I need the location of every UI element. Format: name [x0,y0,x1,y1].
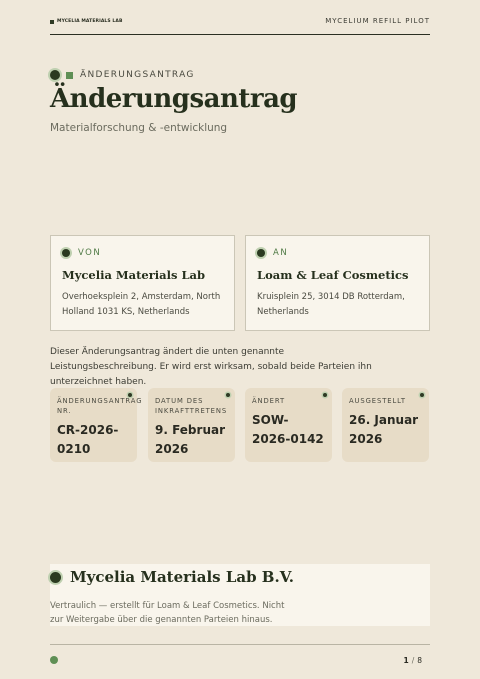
footer-dot-icon [50,656,58,664]
square-icon [66,72,73,79]
meta-card-issued [342,388,429,462]
meta-value: 9. Februar 2026 [155,423,226,456]
page-current: 1 [403,656,409,665]
party-role: AN [273,248,289,258]
corner-dot-icon [323,393,327,397]
party-address: Kruisplein 25, 3014 DB Rotterdam, Netherlands [257,292,405,317]
bullet-dot-icon [50,70,60,80]
top-bar [50,17,430,35]
party-head [62,248,223,258]
intro-text: Dieser Änderungsantrag ändert die unten genannte Leistungsbeschreibung. Er wird erst wirksam, sobald beide Parteien ihn unterzeichnet haben. [50,347,372,387]
brand-label: MYCELIA MATERIALS LAB [57,19,123,24]
party-name: Mycelia Materials Lab [62,268,206,282]
meta-card-change-request-no [50,388,143,462]
confidentiality-note: Vertraulich — erstellt für Loam & Leaf Cosmetics. Nicht zur Weitergabe über die genannten Parteien hinaus. [50,601,285,625]
brand [50,19,122,24]
meta-value: CR-2026-0210 [57,423,119,456]
party-address: Overhoeksplein 2, Amsterdam, North Holland 1031 KS, Netherlands [62,292,221,317]
party-name: Loam & Leaf Cosmetics [257,268,409,282]
party-card-from [50,235,235,331]
meta-label: ÄNDERUNGSANTRAG NR. [57,397,143,415]
bullet-dot-icon [257,249,265,257]
brand-mark-icon [50,20,54,24]
bullet-dot-icon [50,572,61,583]
kicker-label: ÄNDERUNGSANTRAG [80,70,195,80]
footer-company: Mycelia Materials Lab B.V. [70,568,294,586]
bullet-dot-icon [62,249,70,257]
footer-head [50,568,294,586]
project-label: MYCELIUM REFILL PILOT [325,17,430,25]
corner-dot-icon [420,393,424,397]
meta-value: 26. Januar 2026 [349,413,419,446]
page-title: Änderungsantrag [50,84,298,114]
party-head [257,248,418,258]
meta-label: AUSGESTELLT [349,397,406,405]
doc-kicker [50,70,195,80]
page-indicator [403,656,422,665]
corner-dot-icon [226,393,230,397]
meta-card-effective-date [148,388,235,462]
party-card-to [245,235,430,331]
meta-value: SOW-2026-0142 [252,413,324,446]
footer-divider [50,644,430,645]
footer-block [50,564,430,626]
party-role: VON [78,248,102,258]
page-total: 8 [417,656,422,665]
page-subtitle: Materialforschung & -entwicklung [50,122,228,134]
meta-card-amends [245,388,332,462]
page-separator: / [411,656,415,665]
meta-label: DATUM DES INKRAFTTRETENS [155,397,228,415]
corner-dot-icon [128,393,132,397]
meta-label: ÄNDERT [252,397,286,405]
